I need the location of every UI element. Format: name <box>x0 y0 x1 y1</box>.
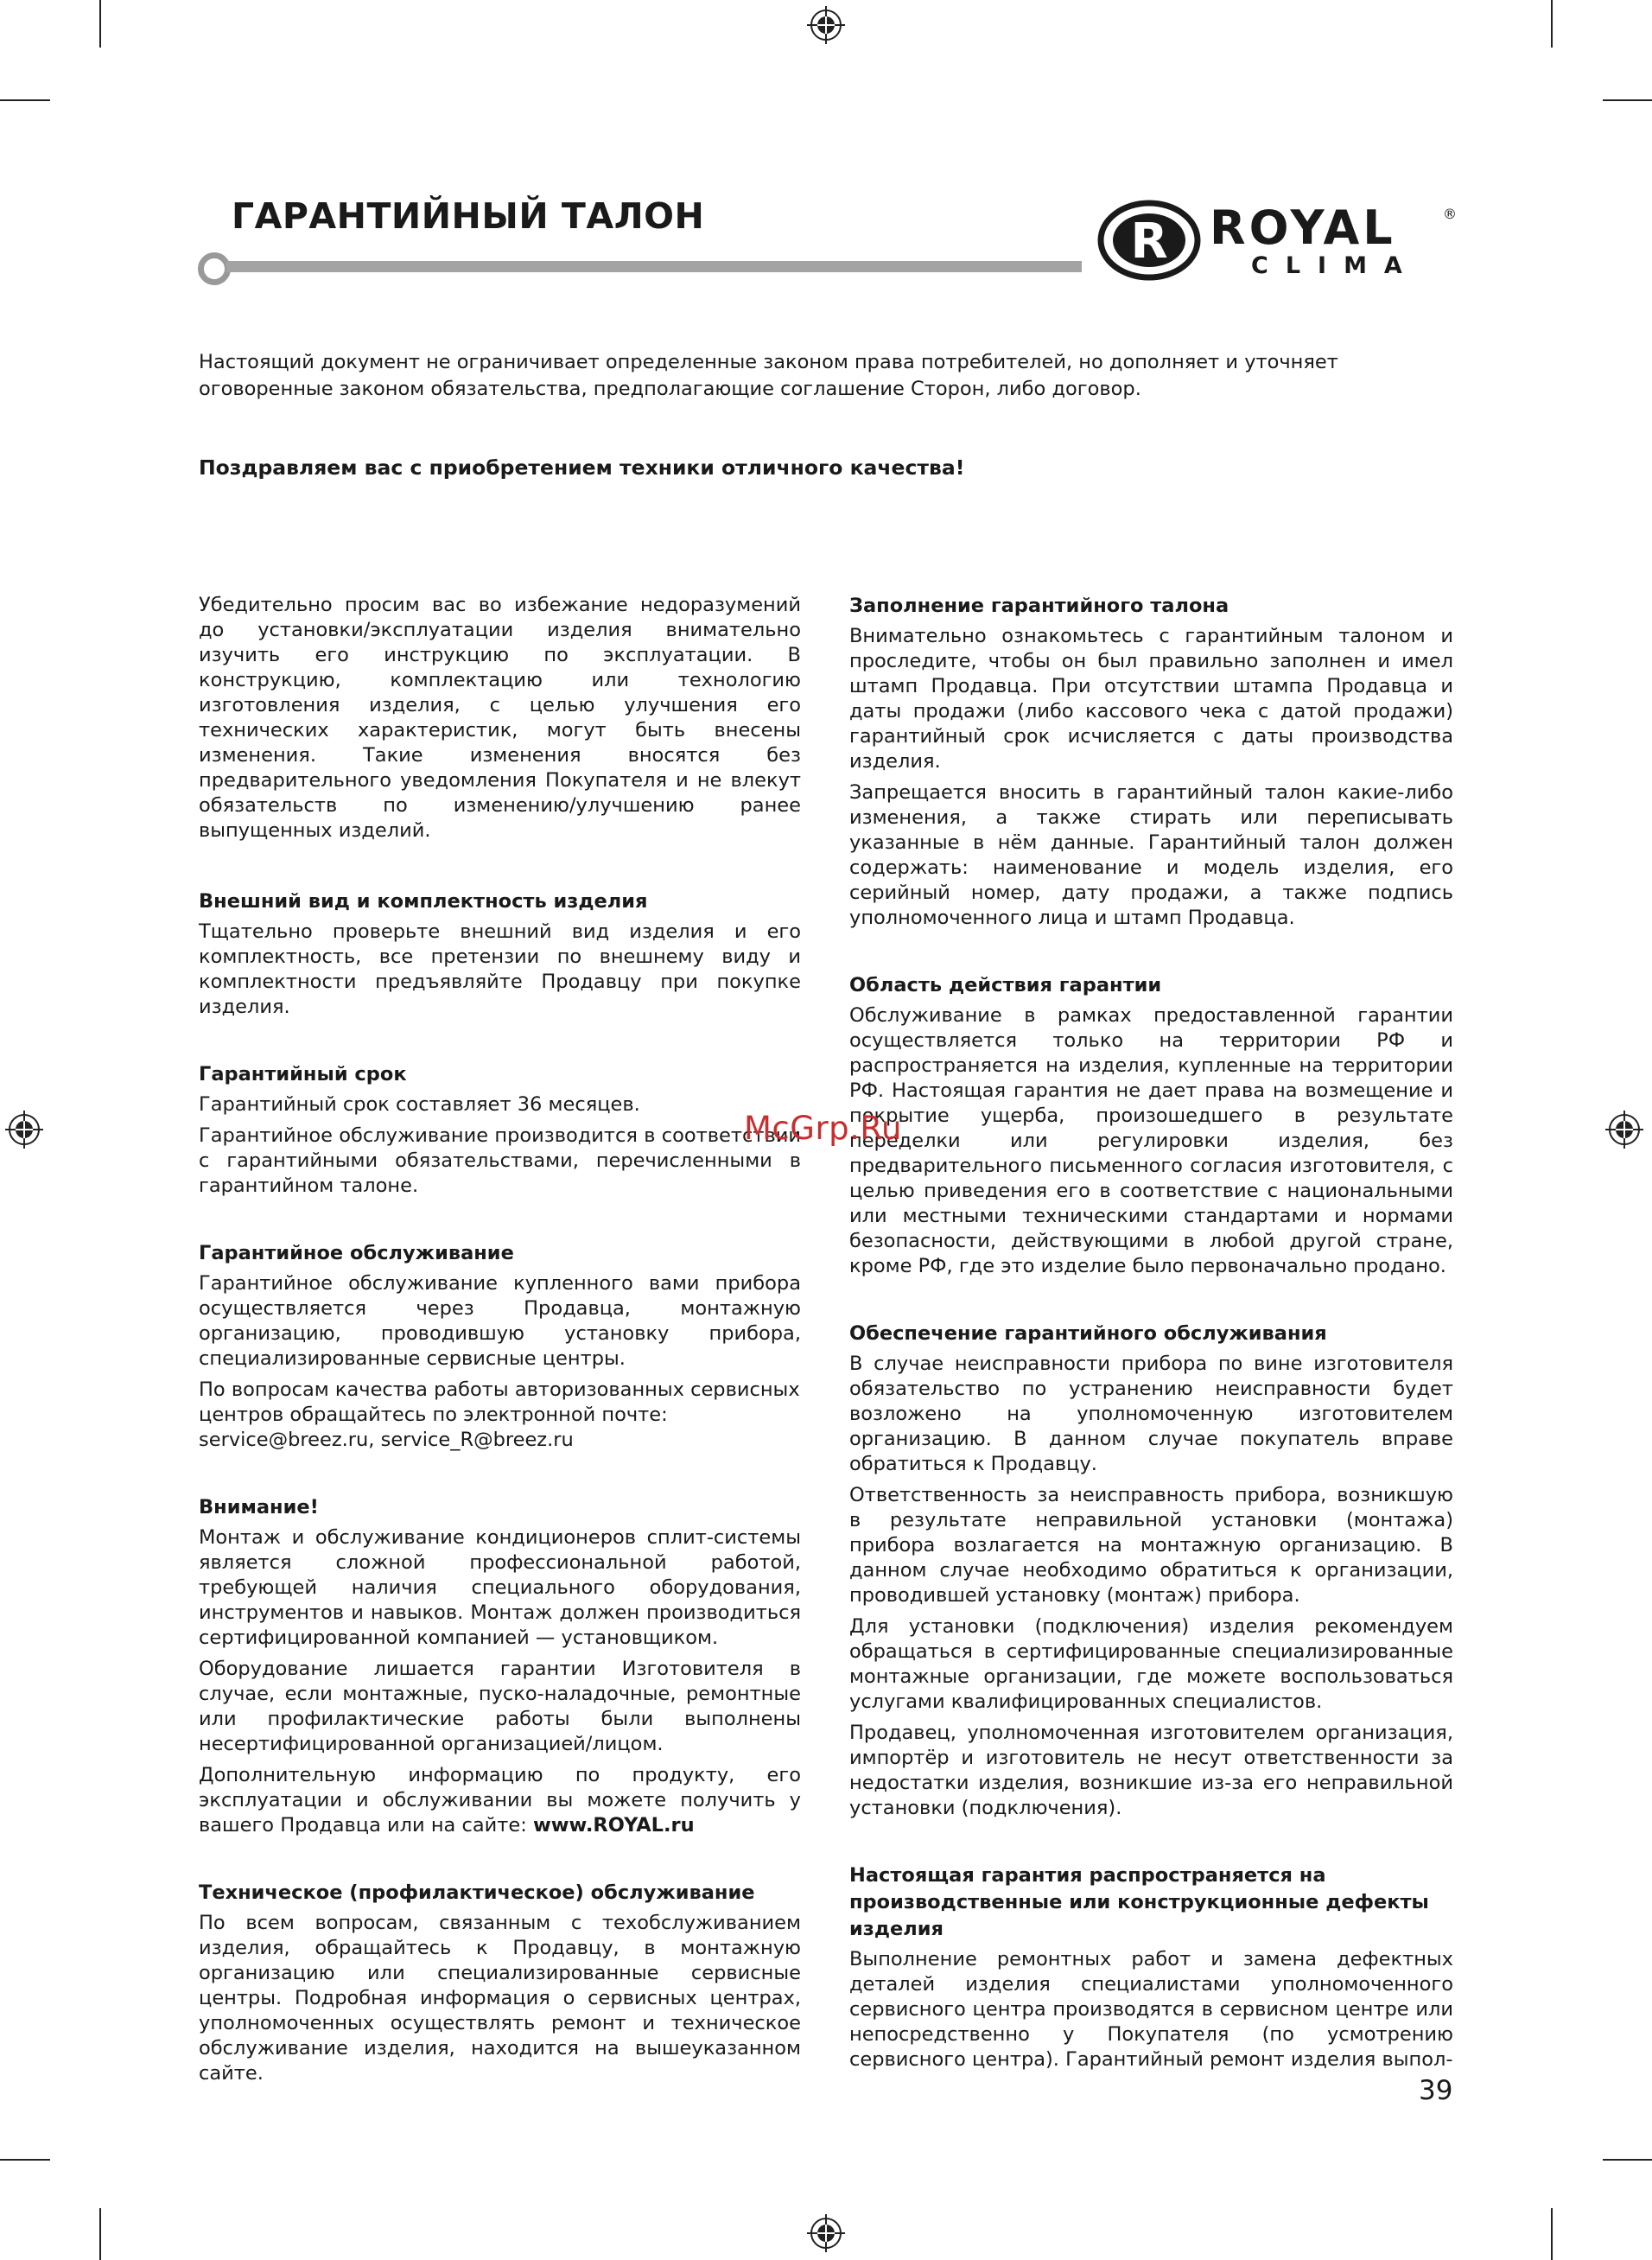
crop-mark-bottom-left-h <box>0 2159 50 2161</box>
section-warranty-service <box>199 1240 801 1453</box>
section-heading: Техническое (профилактическое) обслуживание <box>199 1881 755 1904</box>
section-defects <box>849 1862 1453 2072</box>
paragraph: Гарантийное обслуживание купленного вами прибора осуществляется через Продавца, монтажную организацию, проводившую установку прибора, специализированные сервисные центры. <box>199 1272 801 1370</box>
registration-mark-icon <box>5 1111 43 1149</box>
section-intro-left <box>199 593 801 844</box>
crop-mark-top-right-h <box>1603 99 1652 101</box>
paragraph: Монтаж и обслуживание кондиционеров сплит-системы является сложной профессиональной работой, требующей наличия специального оборудования, инструментов и навыков. Монтаж должен производиться сертифицированной компанией — установщиком. <box>199 1526 801 1649</box>
registration-mark-icon <box>807 2214 845 2252</box>
section-heading: Внешний вид и комплектность изделия <box>199 890 648 913</box>
paragraph: По вопросам качества работы авторизованных сервисных центров обращайтесь по электронной почте: service@breez.ru, service_R@breez.ru <box>199 1378 800 1451</box>
crop-mark-bottom-right-v <box>1551 2208 1553 2260</box>
logo-registered-mark: ® <box>1443 206 1457 222</box>
section-heading: Гарантийный срок <box>199 1063 407 1085</box>
page-number: 39 <box>1419 2075 1453 2106</box>
watermark-text: McGrp.Ru <box>744 1110 902 1147</box>
section-provision <box>849 1321 1453 1821</box>
crop-mark-bottom-left-v <box>99 2208 101 2260</box>
section-heading: Заполнение гарантийного талона <box>849 595 1229 617</box>
paragraph: По всем вопросам, связанным с техобслуживанием изделия, обращайтесь к Продавцу, в монтажную организацию или специализированные сервисные центры. Подробная информация о сервисных центрах, уполномоченных осуществлять ремонт и техническое обслуживание изделия, находится на вышеуказанном сайте. <box>199 1912 801 2085</box>
paragraph: Убедительно просим вас во избежание недоразумений до установки/эксплуатации изделия внимательно изучить его инструкцию по эксплуатации. В конструкцию, комплектацию или технологию изготовления изделия, с целью улучшения его технических характеристик, могут быть внесены изменения. Такие изменения вносятся без предварительного уведомления Покупателя и не влекут обязательств по изменению/улучшению ранее выпущенных изделий. <box>199 594 801 842</box>
logo-brand-text: ROYAL <box>1210 201 1396 255</box>
section-heading: Гарантийное обслуживание <box>199 1242 514 1264</box>
section-heading: Настоящая гарантия распространяется на производственные или конструкционные дефекты изделия <box>849 1864 1429 1940</box>
paragraph: Гарантийный срок составляет 36 месяцев. <box>199 1093 640 1116</box>
paragraph: Тщательно проверьте внешний вид изделия и его комплектность, все претензии по внешнему виду и комплектности предъявляйте Продавцу при покупке изделия. <box>199 920 801 1018</box>
crop-mark-top-right-v <box>1551 0 1553 48</box>
crop-mark-top-left-h <box>0 99 50 101</box>
registration-mark-icon <box>807 6 845 44</box>
section-scope <box>849 972 1453 1279</box>
paragraph: Для установки (подключения) изделия рекомендуем обращаться в сертифицированные специализированные монтажные организации, где можете воспользоваться услугами квалифицированных специалистов. <box>849 1615 1453 1713</box>
paragraph: Внимательно ознакомьтесь с гарантийным талоном и проследите, чтобы он был правильно заполнен и имел штамп Продавца. При отсутствии штампа Продавца и даты продажи (либо кассового чека с датой продажи) гарантийный срок исчисляется с даты производства изделия. <box>849 625 1453 773</box>
section-heading: Внимание! <box>199 1496 319 1518</box>
section-heading: Обеспечение гарантийного обслуживания <box>849 1322 1327 1345</box>
paragraph: Оборудование лишается гарантии Изготовителя в случае, если монтажные, пуско-наладочные, ремонтные или профилактические работы были выполнены несертифицированной организацией/лицом. <box>199 1658 801 1755</box>
paragraph: Гарантийное обслуживание производится в соответствии с гарантийными обязательствами, перечисленными в гарантийном талоне. <box>199 1124 801 1197</box>
paragraph: Обслуживание в рамках предоставленной гарантии осуществляется только на территории РФ и распространяется на изделия, купленные на территории РФ. Настоящая гарантия не дает права на возмещение и покрытие ущерба, произошедшего в результате переделки или регулировки изделия, без предварительного письменного согласия изготовителя, с целью приведения его в соответствие с национальными или местными техническими стандартами и нормами безопасности, действующими в любой другой стране, кроме РФ, где это изделие было первоначально продано. <box>849 1004 1453 1277</box>
paragraph: Продавец, уполномоченная изготовителем организация, импортёр и изготовитель не несут ответственности за недостатки изделия, возникшие из-за его неправильной установки (подключения). <box>849 1722 1453 1819</box>
logo-sub-text: CLIMA <box>1251 252 1420 279</box>
section-warranty-period <box>199 1061 801 1199</box>
paragraph-text: Дополнительную информацию по продукту, его эксплуатации и обслуживании вы можете получить у вашего Продавца или на сайте: <box>199 1764 801 1837</box>
section-appearance <box>199 888 801 1020</box>
paragraph <box>199 1763 801 1838</box>
section-maintenance <box>199 1880 801 2086</box>
brand-logo <box>1097 197 1460 283</box>
left-column <box>199 593 801 2131</box>
paragraph: Выполнение ремонтных работ и замена дефектных деталей изделия специалистами уполномоченного сервисного центра производятся в сервисном центре или непосредственно у Покупателя (по усмотрению сервисного центра). Гарантийный ремонт изделия выпол- <box>849 1948 1453 2071</box>
crop-mark-top-left-v <box>99 0 101 48</box>
paragraph: В случае неисправности прибора по вине изготовителя обязательство по устранению неисправности будет возложено на уполномоченную изготовителем организацию. В данном случае покупатель вправе обратиться к Продавцу. <box>849 1353 1453 1475</box>
website-link[interactable]: www.ROYAL.ru <box>532 1814 695 1837</box>
crop-mark-bottom-right-h <box>1603 2159 1652 2161</box>
intro-paragraph: Настоящий документ не ограничивает определенные законом права потребителей, но дополняет и уточняет оговоренные законом обязательства, предполагающие соглашение Сторон, либо договор. <box>199 351 1338 400</box>
royal-mark-icon <box>1097 197 1201 283</box>
svg-text:R: R <box>1130 213 1168 270</box>
paragraph: Ответственность за неисправность прибора, возникшую в результате неправильной установки (монтажа) прибора возлагается на монтажную организацию. В данном случае необходимо обратиться к организации, проводившей установку (монтаж) прибора. <box>849 1484 1453 1607</box>
page-title: ГАРАНТИЙНЫЙ ТАЛОН <box>232 195 705 237</box>
congrats-heading: Поздравляем вас с приобретением техники отличного качества! <box>199 455 965 480</box>
registration-mark-icon <box>1605 1111 1643 1149</box>
section-attention <box>199 1494 801 1838</box>
title-rule-bar <box>226 261 1082 272</box>
section-heading: Область действия гарантии <box>849 974 1162 996</box>
right-column <box>849 593 1453 2117</box>
paragraph: Запрещается вносить в гарантийный талон какие-либо изменения, а также стирать или переписывать указанные в нём данные. Гарантийный талон должен содержать: наименование и модель изделия, его серийный номер, дату продажи, а также подпись уполномоченного лица и штамп Продавца. <box>849 781 1453 929</box>
section-filling <box>849 593 1453 931</box>
